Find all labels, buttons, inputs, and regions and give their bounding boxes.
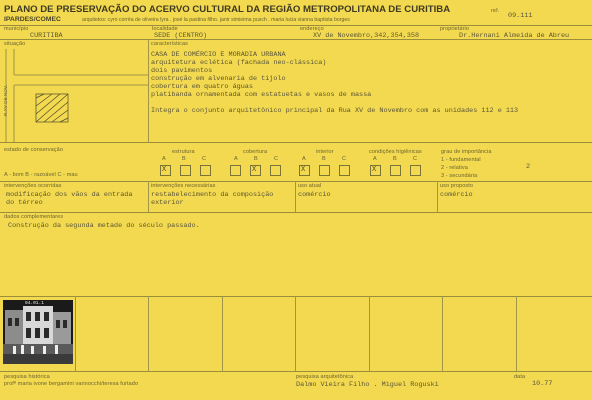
municipio-label: município — [4, 26, 29, 32]
caracteristica-line: cobertura em quatro águas — [151, 83, 253, 91]
uso-atual-value: comércio — [298, 191, 331, 199]
letter-b: B — [322, 156, 326, 162]
proprietario-value: Dr.Hernani Almeida de Abreu — [459, 32, 570, 40]
higienicas-b-checkbox — [390, 165, 401, 176]
situacao-label: situação — [4, 41, 26, 47]
building-photo — [3, 300, 73, 364]
interior-label: interior — [316, 149, 334, 155]
necessarias-line: exterior — [151, 199, 184, 207]
higienicas-c-checkbox — [410, 165, 421, 176]
caracteristica-line: platibanda ornamentada com estatuetas e vasos de massa — [151, 91, 372, 99]
ocorridas-label: intervenções ocorridas — [4, 183, 62, 189]
arquitetonica-label: pesquisa arquitetônica — [296, 374, 354, 380]
divider — [148, 181, 149, 212]
interior-b-checkbox — [319, 165, 330, 176]
site-plan-sketch — [0, 47, 148, 143]
complementares-label: dados complementares — [4, 214, 64, 220]
historica-label: pesquisa histórica — [4, 374, 50, 380]
divider — [222, 296, 223, 371]
divider — [0, 25, 592, 26]
necessarias-label: intervenções necessárias — [151, 183, 216, 189]
check-mark: X — [372, 166, 377, 174]
caracteristicas-label: características — [151, 41, 188, 47]
importancia-value: 2 — [526, 163, 531, 171]
letter-c: C — [202, 156, 206, 162]
divider — [148, 296, 149, 371]
interior-c-checkbox — [339, 165, 350, 176]
data-label: data — [514, 374, 526, 380]
municipio-value: CURITIBA — [30, 32, 63, 40]
localidade-label: localidade — [152, 26, 178, 32]
organization: IPARDES/COMEC — [4, 16, 61, 23]
divider — [369, 296, 370, 371]
caracteristica-line: arquitetura eclética (fachada neo-clássica) — [151, 59, 327, 67]
divider — [148, 39, 149, 142]
estrutura-b-checkbox — [180, 165, 191, 176]
importancia-item: 3 - secundária — [441, 173, 478, 179]
estrutura-label: estrutura — [172, 149, 195, 155]
cobertura-a-checkbox — [230, 165, 241, 176]
ocorridas-line: modificação dos vãos da entrada — [6, 191, 133, 199]
divider — [0, 181, 592, 182]
card-title: PLANO DE PRESERVAÇÃO DO ACERVO CULTURAL DA REGIÃO METROPOLITANA DE CURITIBA — [4, 4, 451, 15]
check-mark: X — [162, 166, 167, 174]
divider — [0, 371, 592, 372]
complementares-text: Construção da segunda metade do século passado. — [8, 222, 200, 230]
divider — [75, 296, 76, 371]
letter-a: A — [234, 156, 238, 162]
uso-proposto-label: uso proposto — [440, 183, 473, 189]
divider — [0, 39, 592, 40]
letter-c: C — [274, 156, 278, 162]
uso-atual-label: uso atual — [298, 183, 322, 189]
importancia-item: 1 - fundamental — [441, 157, 481, 163]
proprietario-label: proprietário — [440, 26, 470, 32]
letter-b: B — [182, 156, 186, 162]
divider — [295, 296, 296, 371]
ocorridas-line: do térreo — [6, 199, 43, 207]
conservacao-legend: A - bom B - razoável C - mau — [4, 172, 78, 178]
importancia-item: 2 - relativa — [441, 165, 468, 171]
letter-b: B — [393, 156, 397, 162]
divider — [0, 212, 592, 213]
check-mark: X — [252, 166, 257, 174]
uso-proposto-value: comércio — [440, 191, 473, 199]
letter-c: C — [413, 156, 417, 162]
divider — [0, 296, 592, 297]
estrutura-c-checkbox — [200, 165, 211, 176]
cobertura-c-checkbox — [270, 165, 281, 176]
endereco-value: XV de Novembro,342,354,358 — [313, 32, 420, 40]
street-label: R.XV DE NOV. — [3, 84, 8, 116]
divider — [437, 181, 438, 212]
data-value: 10.77 — [532, 380, 553, 388]
divider — [516, 296, 517, 371]
check-mark: X — [301, 166, 306, 174]
divider — [295, 181, 296, 212]
higienicas-label: condições higiênicas — [369, 149, 422, 155]
caracteristicas-note: Integra o conjunto arquitetônico principal da Rua XV de Novembro com as unidades 112 e 113 — [151, 107, 519, 115]
importancia-label: grau de importância — [441, 149, 492, 155]
caracteristica-line: construção em alvenaria de tijolo — [151, 75, 286, 83]
arquitetonica-value: Dalmo Vieira Filho . Miguel Roguski — [296, 381, 439, 389]
letter-a: A — [162, 156, 166, 162]
letter-a: A — [373, 156, 377, 162]
letter-a: A — [302, 156, 306, 162]
caracteristica-line: dois pavimentos — [151, 67, 213, 75]
letter-c: C — [342, 156, 346, 162]
letter-b: B — [254, 156, 258, 162]
endereco-label: endereço — [300, 26, 324, 32]
architects-line: arquitetos: cyro corrêa de oliveira lyra . josé la pastina filho. janir simieima pusch . maria lucia vianna baptista borges — [82, 17, 350, 23]
cobertura-label: cobertura — [243, 149, 268, 155]
historica-value: profª maria ivone bergamini vannocchi/teresa furtado — [4, 381, 139, 387]
conservacao-label: estado de conservação — [4, 147, 63, 153]
caracteristica-line: CASA DE COMÉRCIO E MORADIA URBANA — [151, 51, 286, 59]
localidade-value: SEDE (CENTRO) — [154, 32, 208, 40]
divider — [0, 142, 592, 143]
ref-label: ref. — [491, 8, 500, 14]
necessarias-line: restabelecimento da composição — [151, 191, 274, 199]
building-photo-image — [3, 300, 73, 364]
divider — [442, 296, 443, 371]
photo-caption: 04.01.1 — [25, 301, 44, 306]
ref-value: 09.111 — [508, 12, 533, 20]
